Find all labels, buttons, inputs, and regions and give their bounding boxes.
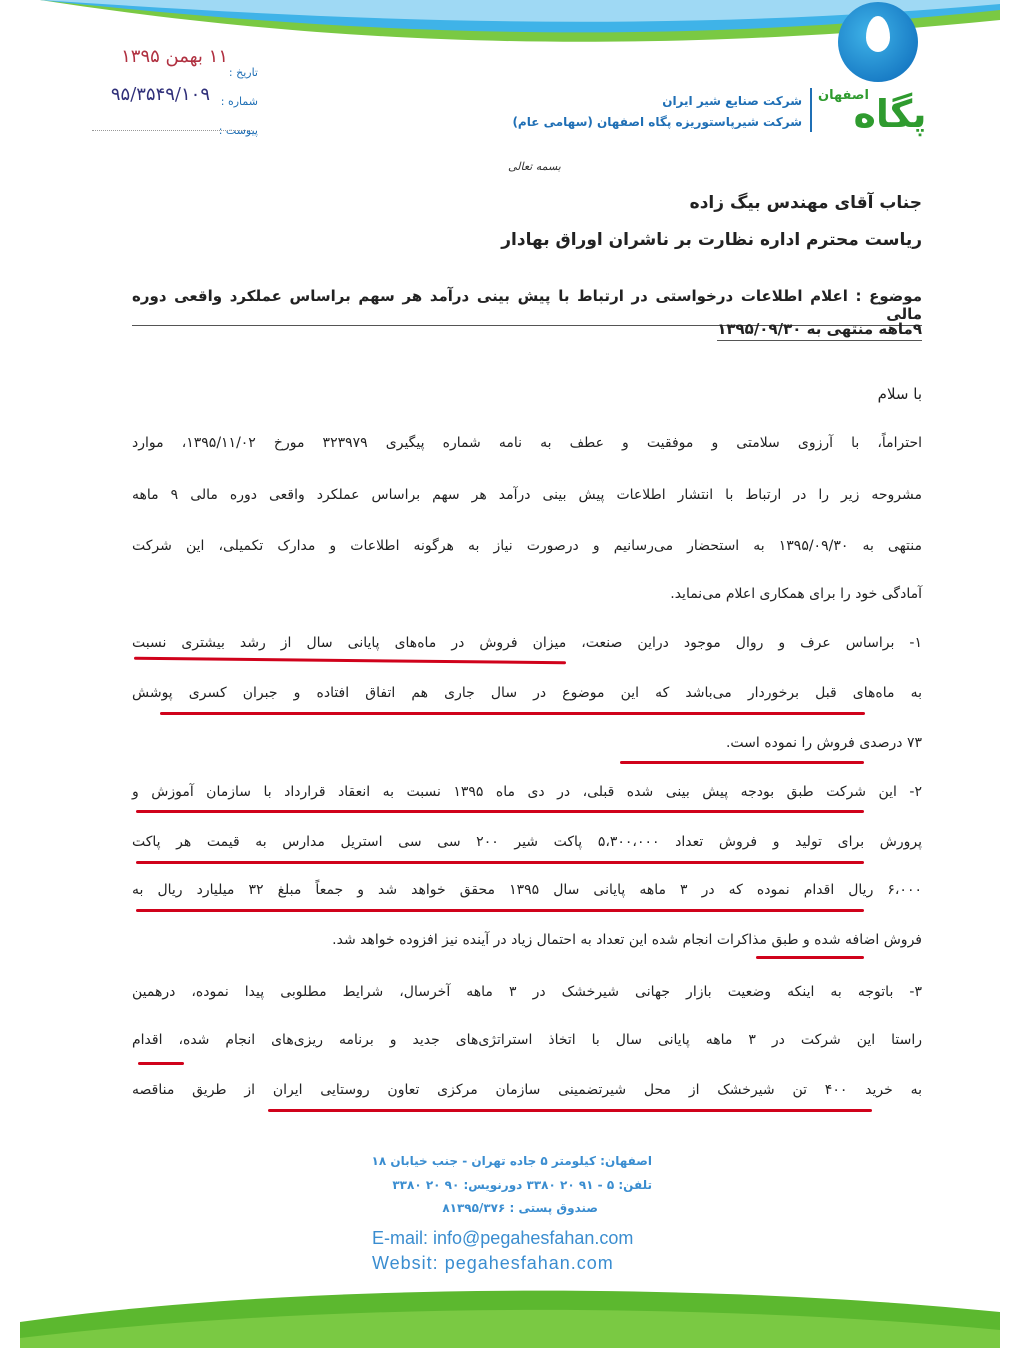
date-value: ۱۱ بهمن ۱۳۹۵ [121, 46, 228, 67]
attachment-dotted-line [92, 130, 252, 131]
item2-line: ۶،۰۰۰ ریال اقدام نموده که در ۳ ماهه پایانی سال ۱۳۹۵ محقق خواهد شد و جمعاً مبلغ ۳۲ میلیارد ریال به [132, 882, 922, 898]
intro-line: احتراماً، با آرزوی سلامتی و موفقیت و عطف به نامه شماره پیگیری ۳۲۳۹۷۹ مورخ ۱۳۹۵/۱۱/۰۲، موارد [132, 435, 923, 451]
item2-line: ۲- این شرکت طبق بودجه پیش بینی شده قبلی، در دی ماه ۱۳۹۵ نسبت به انعقاد قرارداد با سازمان آموزش و [132, 784, 923, 800]
company-name: شرکت شیرپاستوریزه پگاه اصفهان (سهامی عام) [512, 115, 802, 129]
attachment-label: پیوست : [218, 124, 258, 137]
item2-line: پرورش برای تولید و فروش تعداد ۵،۳۰۰،۰۰۰ پاکت شیر ۲۰۰ سی سی استریل مدارس به قیمت هر پاکت [132, 834, 922, 850]
logo-wordmark: پگاه [853, 92, 927, 136]
item2-line: فروش اضافه شده و طبق مذاکرات انجام شده این تعداد به احتمال زیاد در آینده نیز افزوده خواهد شد. [332, 932, 922, 948]
water-drop-icon [866, 16, 890, 52]
item3-line: به خرید ۴۰۰ تن شیرخشک از محل شیرتضمینی سازمان مرکزی تعاون روستایی ایران از طریق مناقصه [132, 1082, 922, 1098]
intro-line: مشروحه زیر را در ارتباط با انتشار اطلاعات پیش بینی درآمد هر سهم براساس عملکرد واقعی دوره مالی ۹ ماهه [132, 487, 922, 503]
highlight-underline [268, 1109, 872, 1112]
item3-line: ۳- باتوجه به اینکه وضعیت بازار جهانی شیرخشک در ۳ ماهه آخرسال، شرایط مطلوبی پیدا نموده، درهمین [132, 984, 922, 1000]
highlight-underline [138, 1062, 184, 1065]
subject-line-1: موضوع : اعلام اطلاعات درخواستی در ارتباط با پیش بینی درآمد هر سهم براساس عملکرد واقعی دوره مالی [132, 287, 922, 326]
header-divider [810, 88, 812, 132]
greeting: با سلام [877, 385, 922, 403]
recipient-name: جناب آقای مهندس بیگ زاده [689, 193, 922, 213]
highlight-underline [134, 657, 566, 665]
highlight-underline [136, 909, 864, 912]
footer-wave-decoration [0, 1282, 1018, 1348]
footer-address: اصفهان: کیلومتر ۵ جاده تهران - جنب خیابان ۱۸ [371, 1154, 652, 1168]
item1-line: ۷۳ درصدی فروش را نموده است. [725, 735, 922, 751]
intro-line: آمادگی خود را برای همکاری اعلام می‌نماید. [670, 586, 922, 602]
item1-line: به ماه‌های قبل برخوردار می‌باشد که این موضوع در سال جاری هم اتفاق افتاده و جبران کسری پوشش [132, 685, 922, 701]
highlight-underline [620, 761, 864, 764]
date-label: تاریخ : [228, 66, 258, 79]
footer-pobox: صندوق پستی : ۸۱۳۹۵/۳۷۶ [442, 1201, 598, 1215]
highlight-underline [756, 956, 864, 959]
highlight-underline [136, 810, 864, 813]
footer-phone: تلفن: ۵ - ۹۱ ۲۰ ۳۳۸۰ دورنویس: ۹۰ ۲۰ ۳۳۸۰ [392, 1178, 652, 1192]
company-name-parent: شرکت صنایع شیر ایران [662, 94, 802, 108]
item3-line: راستا این شرکت در ۳ ماهه پایانی سال با اتخاذ استراتژی‌های جدید و برنامه ریزی‌های انجام شده، اقدام [132, 1032, 922, 1048]
highlight-underline [160, 712, 865, 715]
highlight-underline [136, 861, 864, 864]
footer-website: Websit: pegahesfahan.com [372, 1253, 614, 1273]
intro-line: منتهی به ۱۳۹۵/۰۹/۳۰ به استحضار می‌رسانیم و درصورت نیاز به هرگونه اطلاعات و مدارک تکمیلی، این شرکت [132, 538, 922, 554]
subject-line-2: ۹ماهه منتهی به ۱۳۹۵/۰۹/۳۰ [717, 320, 922, 341]
footer-email: E-mail: info@pegahesfahan.com [372, 1228, 634, 1248]
item1-line: ۱- براساس عرف و روال موجود دراین صنعت، میزان فروش در ماه‌های پایانی سال از رشد بیشتری نسبت [132, 635, 922, 651]
number-value: ۹۵/۳۵۴۹/۱۰۹ [110, 84, 210, 105]
recipient-title: ریاست محترم اداره نظارت بر ناشران اوراق بهادار [501, 230, 922, 250]
number-label: شماره : [220, 95, 258, 108]
basmala: بسمه تعالی [508, 160, 561, 173]
logo-city: اصفهان [818, 88, 869, 103]
